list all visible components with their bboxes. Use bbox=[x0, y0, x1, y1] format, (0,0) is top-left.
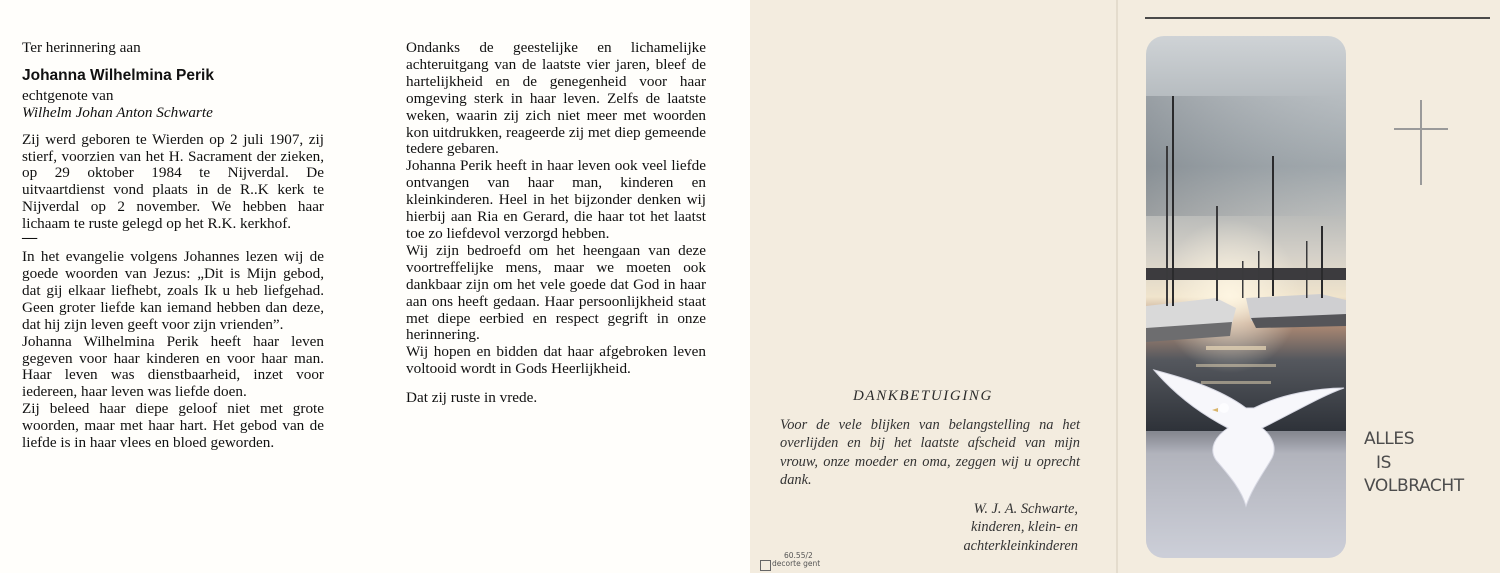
faith-paragraph: Zij beleed haar diepe geloof niet met grote woorden, maar met haar hart. Het gebod van de liefde is in haar vlees en bloed geworden. bbox=[22, 400, 324, 452]
cross-icon-vertical bbox=[1420, 100, 1422, 185]
motto-line: IS bbox=[1376, 452, 1392, 473]
text-column-2 bbox=[406, 40, 706, 407]
signature-line: kinderen, klein- en bbox=[971, 519, 1078, 536]
spouse-name: Wilhelm Johan Anton Schwarte bbox=[22, 103, 213, 121]
printer-name: decorte gent bbox=[772, 559, 821, 568]
love-received-paragraph: Johanna Perik heeft in haar leven ook veel liefde ontvangen van haar man, kinderen en kleinkinderen. Heel in het bijzonder denken wij hierbij aan Ria en Gerard, die haar tot het laatst toe zo liefdevol verzorgd hebben. bbox=[406, 157, 706, 242]
deceased-name: Johanna Wilhelmina Perik bbox=[22, 66, 214, 84]
motto bbox=[1364, 428, 1464, 499]
signature-line: achterkleinkinderen bbox=[963, 537, 1078, 554]
card-fold-line bbox=[1116, 0, 1118, 573]
life-paragraph: Johanna Wilhelmina Perik heeft haar leven gegeven voor haar kinderen en voor haar man. Haar leven was dienstbaarheid, inzet voor iedereen, haar leven was liefde doen. bbox=[22, 332, 324, 401]
text-column-1 bbox=[22, 40, 324, 452]
signature-block bbox=[900, 500, 1078, 555]
gospel-paragraph: In het evangelie volgens Johannes lezen wij de goede woorden van Jezus: „Dit is Mijn gebod, dat gij elkaar liefhebt, zoals Ik u heb liefgehad. Geen groter liefde kan iemand hebben dan deze, dat hij zijn leven geeft voor zijn vrienden”. bbox=[22, 248, 324, 333]
spouse-label: echtgenote van bbox=[22, 86, 114, 104]
decline-paragraph: Ondanks de geestelijke en lichamelijke achteruitgang van de laatste vier jaren, bleef de hartelijkheid en de genegenheid voor haar omgeving sterk in haar leven. Zelfs de laatste weken, waarin zij zich niet meer met woorden kon uitdrukken, reageerde zij met diep gemeende tedere gebaren. bbox=[406, 39, 706, 158]
intro-line: Ter herinnering aan bbox=[22, 39, 141, 56]
thanks-message: Voor de vele blijken van belangstelling na het overlijden en bij het laatste afscheid van mijn vrouw, onze moeder en oma, zeggen wij u oprecht dank. bbox=[780, 417, 1080, 489]
motto-line: VOLBRACHT bbox=[1364, 476, 1464, 496]
hope-paragraph: Wij hopen en bidden dat haar afgebroken leven voltooid wordt in Gods Heerlijkheid. bbox=[406, 343, 706, 378]
motto-line: ALLES bbox=[1364, 429, 1415, 449]
printer-code: 60.55/2 bbox=[784, 551, 813, 560]
cross-icon-horizontal bbox=[1394, 128, 1448, 130]
printer-logo-icon bbox=[760, 560, 771, 571]
top-rule bbox=[1145, 17, 1490, 19]
separator-dash: — bbox=[22, 229, 38, 247]
biography-paragraph: Zij werd geboren te Wierden op 2 juli 1907, zij stierf, voorzien van het H. Sacrament der zieken, op 29 oktober 1984 te Nijverdal. De uitvaartdienst vond plaats in de R..K kerk te Nijverdal op 2 november. We hebben haar lichaam te ruste gelegd op het R.K. kerkhof. bbox=[22, 130, 324, 233]
grief-paragraph: Wij zijn bedroefd om het heengaan van deze voortreffelijke mens, maar we moeten ook dankbaar zijn om het vele goede dat God in haar aan ons heeft gedaan. Haar persoonlijkheid staat met diepe eerbied en respect gegrift in onze herinnering. bbox=[406, 241, 706, 344]
thanks-title: DANKBETUIGING bbox=[853, 388, 993, 404]
harbor-dove-photo bbox=[1146, 36, 1346, 558]
closing-line: Dat zij ruste in vrede. bbox=[406, 389, 538, 407]
signature-line: W. J. A. Schwarte, bbox=[973, 501, 1078, 517]
